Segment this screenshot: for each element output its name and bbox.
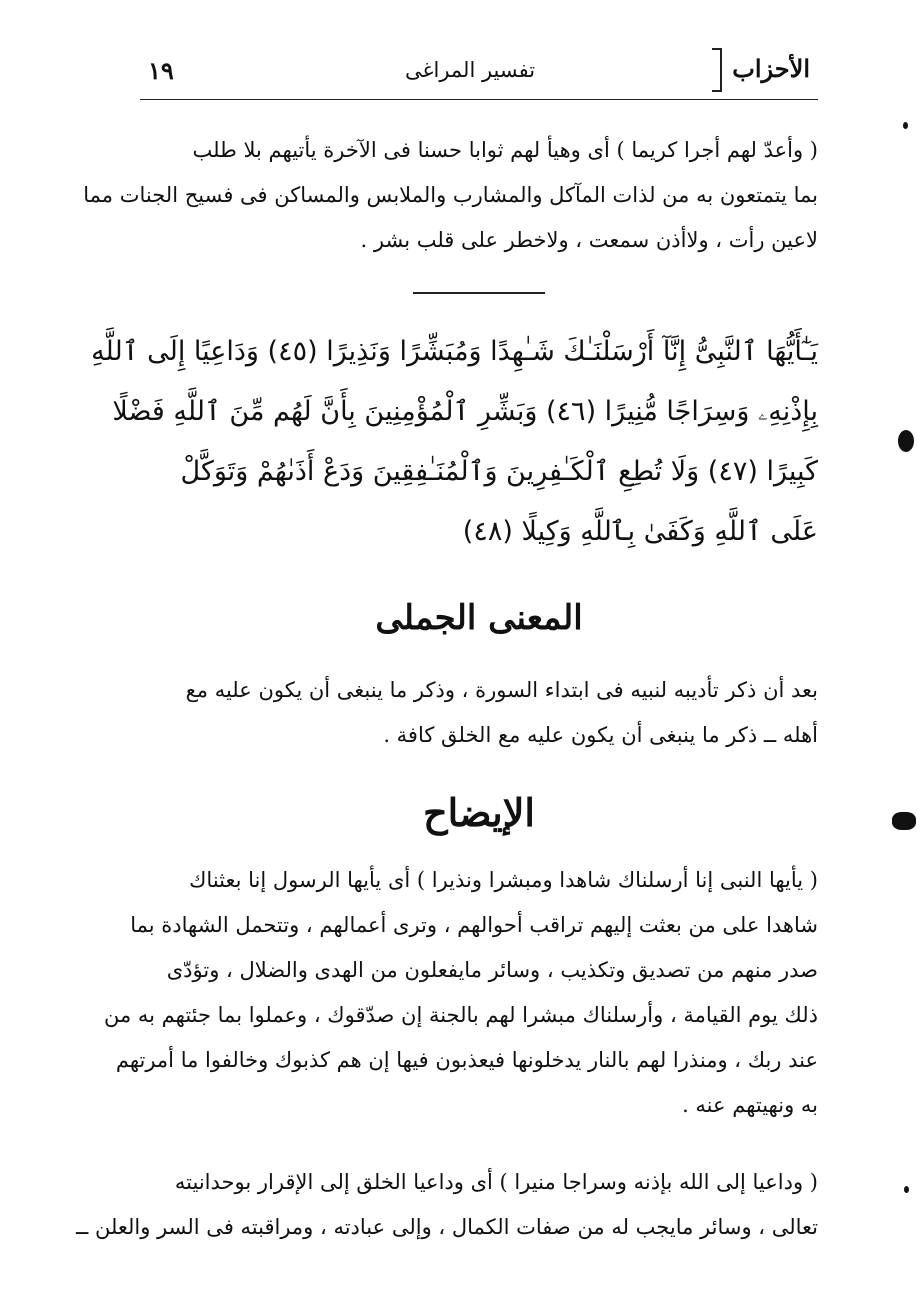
quran-verses [91, 322, 818, 562]
page-number: ١٩ [148, 56, 174, 85]
book-title: تفسير المراغى [405, 58, 536, 82]
verse-line: كَبِيرًا (٤٧) وَلَا تُطِعِ ٱلْكَـٰفِرِينَ وَٱلْمُنَـٰفِقِينَ وَدَعْ أَذَىٰهُمْ وَتَوَكَّلْ [180, 456, 818, 487]
verse-line: يَـٰٓأَيُّهَا ٱلنَّبِىُّ إِنَّآ أَرْسَلْنَـٰكَ شَـٰهِدًا وَمُبَشِّرًا وَنَذِيرًا (٤٥) وَدَاعِيًا إِلَى ٱللَّهِ [91, 336, 818, 367]
text-line: عند ربك ، ومنذرا لهم بالنار يدخلونها فيعذبون فيها إن هم كذبوك وخالفوا ما أمرتهم [115, 1048, 818, 1072]
verse-line: عَلَى ٱللَّهِ وَكَفَىٰ بِٱللَّهِ وَكِيلًا (٤٨) [462, 516, 818, 547]
heading-explanation: الإيضاح [423, 790, 535, 835]
scan-mark [904, 1186, 909, 1193]
explanation-paragraph-2 [75, 1160, 818, 1250]
text-line: صدر منهم من تصديق وتكذيب ، وسائر مايفعلون من الهدى والضلال ، وتؤدّى [166, 958, 818, 982]
text-line: شاهدا على من بعثت إليهم تراقب أحوالهم ، وترى أعمالهم ، وتتحمل الشهادة بما [130, 913, 818, 937]
scan-mark [903, 122, 908, 129]
text-line: أهله ــ ذكر ما ينبغى أن يكون عليه مع الخلق كافة . [383, 723, 818, 747]
scan-mark [892, 812, 916, 830]
text-line: بما يتمتعون به من لذات المآكل والمشارب والملابس والمساكن فى فسيح الجنات مما [83, 183, 818, 207]
text-line: به ونهيتهم عنه . [682, 1093, 818, 1117]
page-header [140, 52, 818, 100]
header-rule [140, 99, 818, 100]
verse-line: بِإِذْنِهِۦ وَسِرَاجًا مُّنِيرًا (٤٦) وَبَشِّرِ ٱلْمُؤْمِنِينَ بِأَنَّ لَهُم مِّنَ ٱللَّهِ فَضْلًا [112, 396, 818, 427]
text-line: لاعين رأت ، ولاأذن سمعت ، ولاخطر على قلب بشر . [360, 228, 818, 252]
text-line: ذلك يوم القيامة ، وأرسلناك مبشرا لهم بالجنة إن صدّقوك ، وعملوا بما جئتهم به من [103, 1003, 818, 1027]
heading-general-meaning: المعنى الجملى [375, 598, 583, 638]
header-bracket [712, 48, 722, 92]
text-line: ( يأيها النبى إنا أرسلناك شاهدا ومبشرا ونذيرا ) أى يأيها الرسول إنا بعثناك [189, 868, 818, 892]
intro-paragraph [83, 128, 818, 263]
text-line: ( وداعيا إلى الله بإذنه وسراجا منيرا ) أى وداعيا الخلق إلى الإقرار بوحدانيته [174, 1170, 818, 1194]
section-divider [413, 292, 545, 294]
scan-mark [898, 430, 914, 452]
surah-name: الأحزاب [732, 54, 810, 83]
text-line: تعالى ، وسائر مايجب له من صفات الكمال ، وإلى عبادته ، ومراقبته فى السر والعلن ــ [75, 1215, 818, 1239]
explanation-paragraph-1 [103, 858, 818, 1128]
text-line: بعد أن ذكر تأديبه لنبيه فى ابتداء السورة ، وذكر ما ينبغى أن يكون عليه مع [185, 678, 818, 702]
general-meaning-paragraph [140, 668, 818, 758]
text-line: ( وأعدّ لهم أجرا كريما ) أى وهيأ لهم ثوابا حسنا فى الآخرة يأتيهم بلا طلب [192, 138, 818, 162]
